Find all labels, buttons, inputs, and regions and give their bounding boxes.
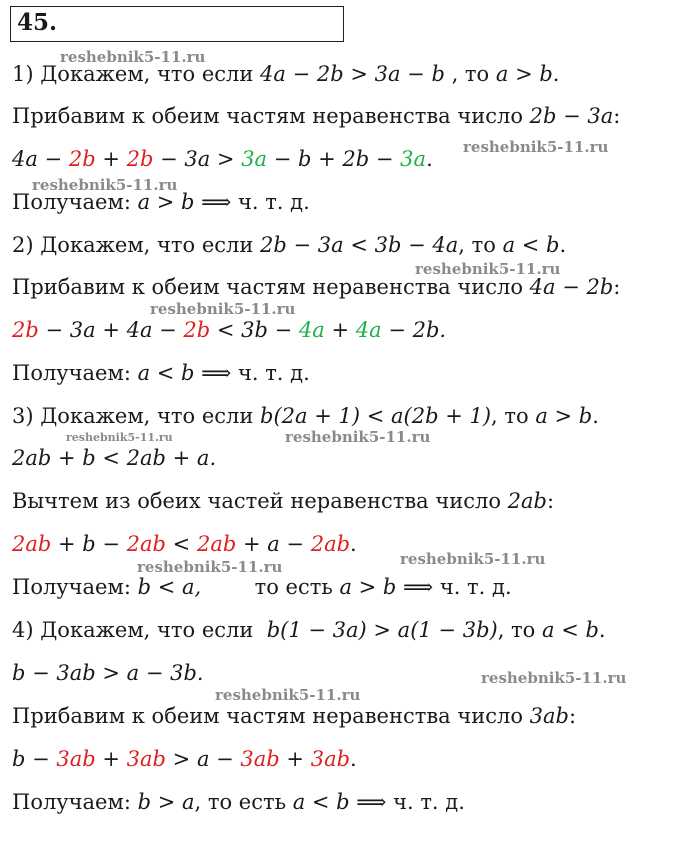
line-8: Получаем: a < b ⟹ ч. т. д. xyxy=(12,361,310,385)
line-18: Получаем: b > a, то есть a < b ⟹ ч. т. д. xyxy=(12,790,465,814)
watermark: reshebnik5-11.ru xyxy=(285,428,431,446)
watermark: reshebnik5-11.ru xyxy=(400,550,546,568)
line-5: 2) Докажем, что если 2b − 3a < 3b − 4a, то a < b. xyxy=(12,233,567,257)
watermark: reshebnik5-11.ru xyxy=(60,48,206,66)
line-16: Прибавим к обеим частям неравенства число 3ab: xyxy=(12,704,577,728)
watermark: reshebnik5-11.ru xyxy=(32,176,178,194)
line-17: b − 3ab + 3ab > a − 3ab + 3ab. xyxy=(12,747,357,771)
line-10: 2ab + b < 2ab + a. xyxy=(12,446,217,470)
watermark: reshebnik5-11.ru xyxy=(215,686,361,704)
line-15: b − 3ab > a − 3b. xyxy=(12,661,204,685)
watermark: reshebnik5-11.ru xyxy=(150,300,296,318)
watermark: reshebnik5-11.ru xyxy=(463,138,609,156)
watermark: reshebnik5-11.ru xyxy=(481,669,627,687)
line-14: 4) Докажем, что если b(1 − 3a) > a(1 − 3b), то a < b. xyxy=(12,618,606,642)
line-11: Вычтем из обеих частей неравенства число 2ab: xyxy=(12,489,555,513)
task-number-box xyxy=(10,6,344,42)
line-12: 2ab + b − 2ab < 2ab + a − 2ab. xyxy=(12,532,357,556)
line-6: Прибавим к обеим частям неравенства число 4a − 2b: xyxy=(12,275,621,299)
line-7: 2b − 3a + 4a − 2b < 3b − 4a + 4a − 2b. xyxy=(12,318,447,342)
line-9: 3) Докажем, что если b(2a + 1) < a(2b + 1), то a > b. xyxy=(12,404,599,428)
watermark: reshebnik5-11.ru xyxy=(137,558,283,576)
watermark: reshebnik5-11.ru xyxy=(66,431,173,444)
line-13: Получаем: b < a, то есть a > b ⟹ ч. т. д. xyxy=(12,575,512,599)
line-3: 4a − 2b + 2b − 3a > 3a − b + 2b − 3a. xyxy=(12,147,433,171)
line-2: Прибавим к обеим частям неравенства число 2b − 3a: xyxy=(12,104,621,128)
watermark: reshebnik5-11.ru xyxy=(415,260,561,278)
line-1: 1) Докажем, что если 4a − 2b > 3a − b , то a > b. xyxy=(12,62,560,86)
task-number: 45. xyxy=(17,9,58,36)
line-4: Получаем: a > b ⟹ ч. т. д. xyxy=(12,190,310,214)
